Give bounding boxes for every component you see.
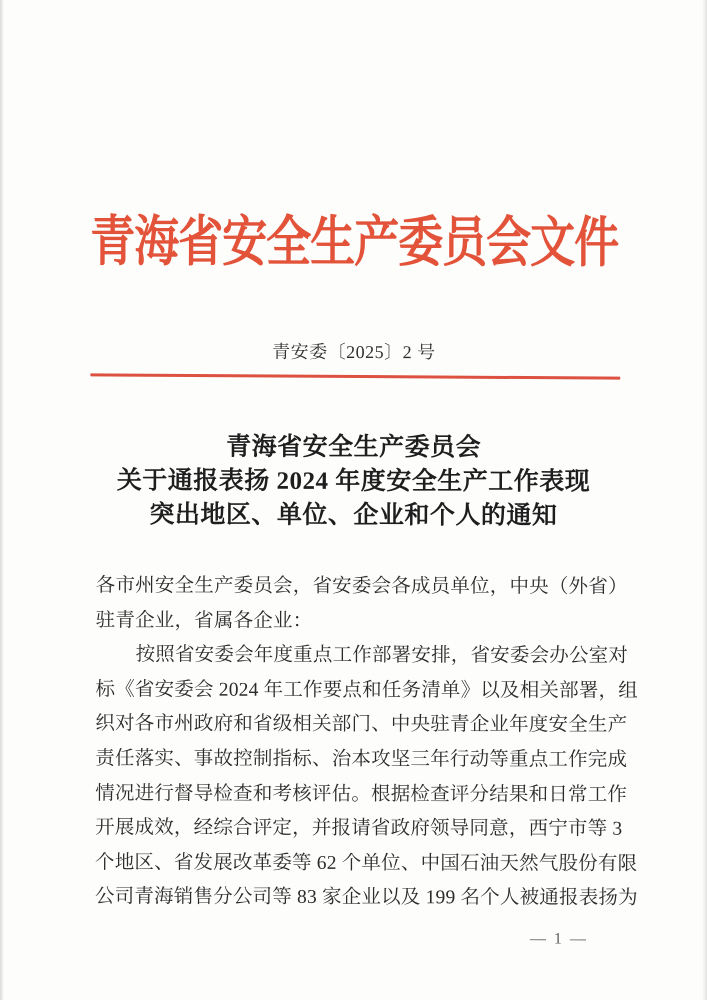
body-line: 个地区、省发展改革委等 62 个单位、中国石油天然气股份有限 <box>95 852 638 875</box>
body-line: 标《省安委会 2024 年工作要点和任务清单》以及相关部署，组 <box>95 679 638 702</box>
body-line: 按照省安委会年度重点工作部署安排，省安委会办公室对 <box>135 644 629 667</box>
document-header-title: 青海省安全生产委员会文件 <box>90 211 619 274</box>
document-title-line-1: 青海省安全生产委员会 <box>226 433 482 462</box>
body-line: 驻青企业，省属各企业： <box>95 609 313 632</box>
body-line: 公司青海销售分公司等 83 家企业以及 199 名个人被通报表扬为 <box>94 886 638 910</box>
body-line: 各市州安全生产委员会，省安委会各成员单位，中央（外省） <box>95 575 628 598</box>
body-line: 织对各市州政府和省级相关部门、中央驻青企业年度安全生产 <box>95 713 628 737</box>
page-number: — 1 — <box>529 930 588 948</box>
document-title-line-2: 关于通报表扬 2024 年度安全生产工作表现 <box>116 467 591 496</box>
red-separator-line <box>90 373 620 379</box>
body-line: 责任落实、事故控制指标、治本攻坚三年行动等重点工作完成 <box>95 748 628 771</box>
body-line: 情况进行督导检查和考核评估。根据检查评分结果和日常工作 <box>95 782 628 806</box>
document-title <box>0 430 707 534</box>
body-line: 开展成效，经综合评定，并报请省政府领导同意，西宁市等 3 <box>95 817 623 840</box>
document-title-line-3: 突出地区、单位、企业和个人的通知 <box>149 501 558 530</box>
document-number: 青安委〔2025〕2 号 <box>272 341 436 363</box>
document-body <box>94 569 638 916</box>
